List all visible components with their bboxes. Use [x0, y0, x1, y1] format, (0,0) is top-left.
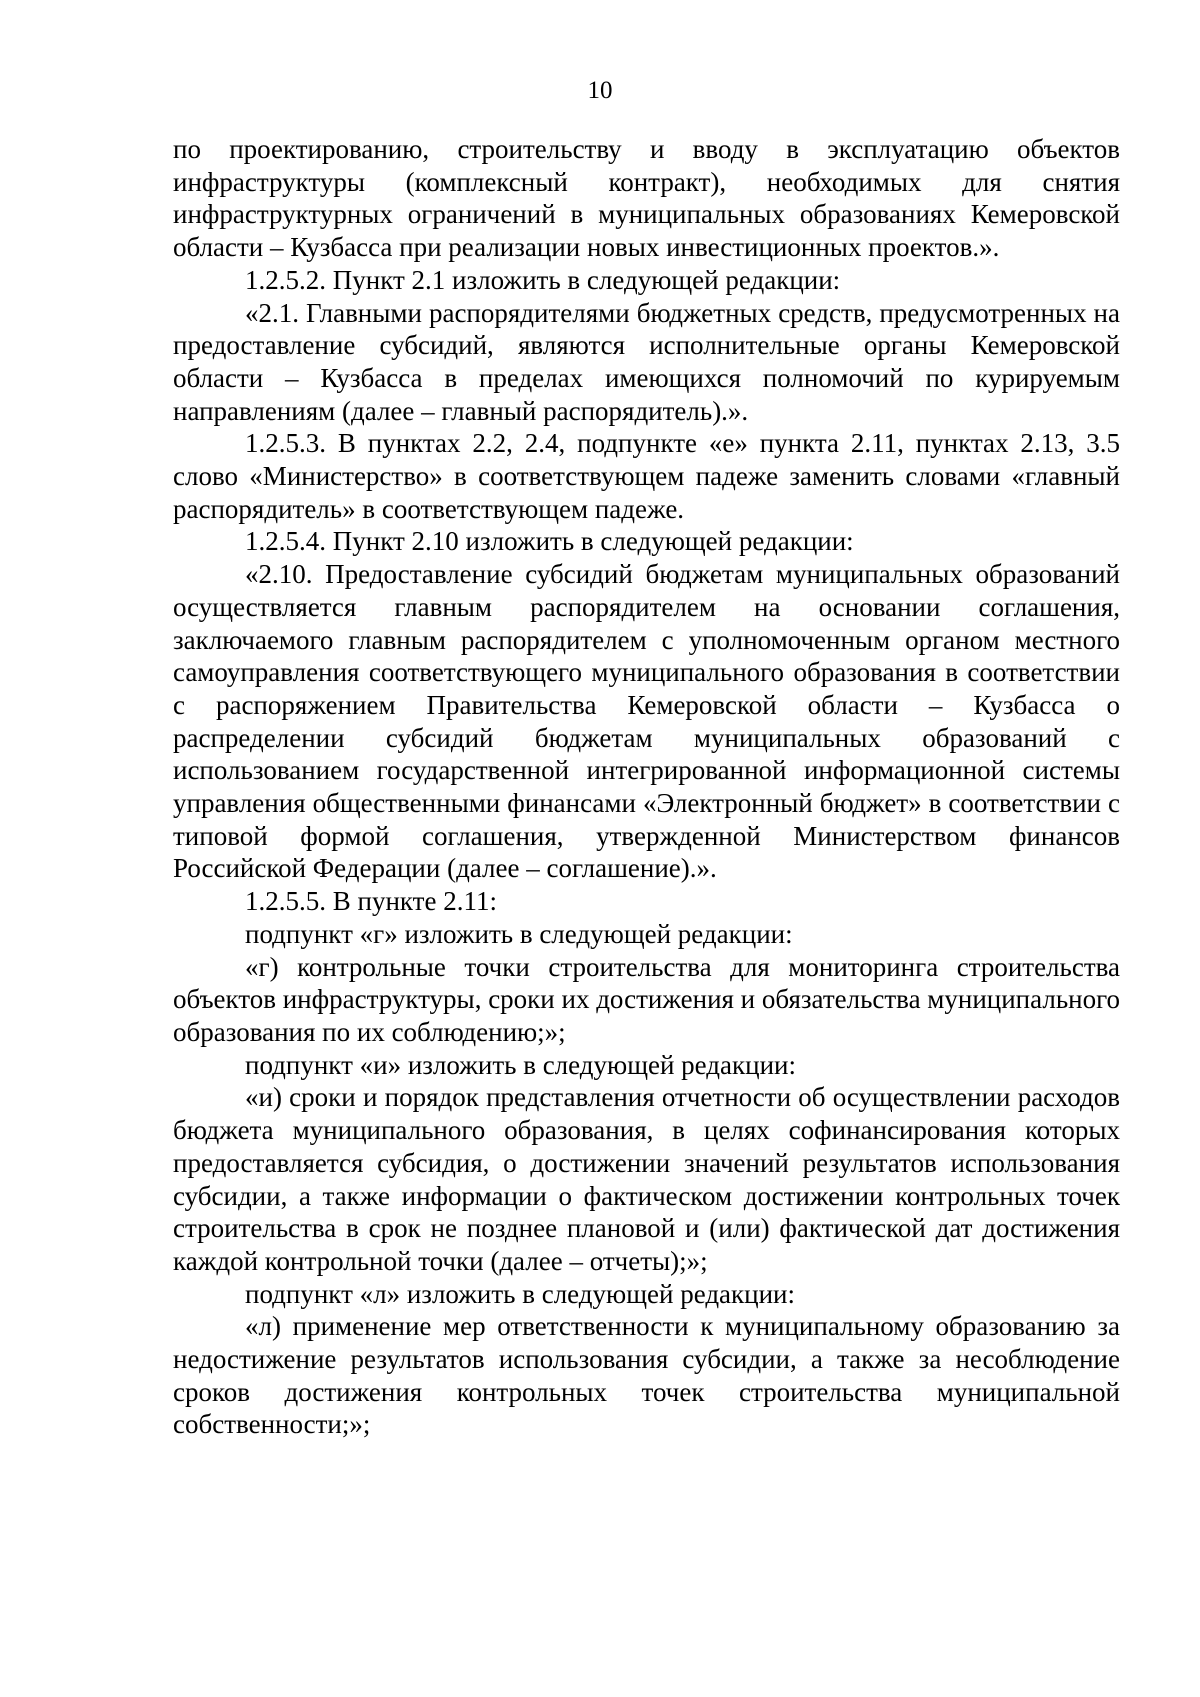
document-body — [173, 133, 1120, 1441]
paragraph-subitem-l: «л) применение мер ответственности к муниципальному образованию за недостижение результатов использования субсидии, а также за несоблюдение сроков достижения контрольных точек строительства муниципальной собственности;»; — [173, 1311, 1120, 1440]
paragraph-quote-2-10: «2.10. Предоставление субсидий бюджетам муниципальных образований осуществляется главным распорядителем на основании соглашения, заключаемого главным распорядителем с уполномоченным органом местного самоуправления соответствующего муниципального образования в соответствии с распоряжением Правительства Кемеровской области – Кузбасса о распределении субсидий бюджетам муниципальных образований с использованием государственной интегрированной информационной системы управления общественными финансами «Электронный бюджет» в соответствии с типовой формой соглашения, утвержденной Министерством финансов Российской Федерации (далее – соглашение).». — [173, 559, 1120, 884]
paragraph-item-1-2-5-5: 1.2.5.5. В пункте 2.11: — [245, 886, 497, 917]
page-number: 10 — [587, 77, 613, 104]
paragraph-subitem-i: «и) сроки и порядок представления отчетности об осуществлении расходов бюджета муниципального образования, в целях софинансирования которых предоставляется субсидия, о достижении значений результатов использования субсидии, а также информации о фактическом достижении контрольных точек строительства в срок не позднее плановой и (или) фактической дат достижения каждой контрольной точки (далее – отчеты);»; — [173, 1082, 1120, 1276]
paragraph-subitem-i-intro: подпункт «и» изложить в следующей редакции: — [245, 1049, 796, 1080]
paragraph-subitem-g-intro: подпункт «г» изложить в следующей редакции: — [245, 918, 793, 949]
paragraph-subitem-l-intro: подпункт «л» изложить в следующей редакции: — [245, 1278, 796, 1309]
paragraph-item-1-2-5-3: 1.2.5.3. В пунктах 2.2, 2.4, подпункте «е» пункта 2.11, пунктах 2.13, 3.5 слово «Министерство» в соответствующем падеже заменить словами «главный распорядитель» в соответствующем падеже. — [173, 428, 1120, 524]
paragraph-item-1-2-5-2: 1.2.5.2. Пункт 2.1 изложить в следующей редакции: — [245, 264, 841, 295]
paragraph-quote-2-1: «2.1. Главными распорядителями бюджетных средств, предусмотренных на предоставление субсидий, являются исполнительные органы Кемеровской области – Кузбасса в пределах имеющихся полномочий по курируемым направлениям (далее – главный распорядитель).». — [173, 297, 1120, 426]
paragraph-item-1-2-5-4: 1.2.5.4. Пункт 2.10 изложить в следующей редакции: — [245, 526, 854, 557]
paragraph-subitem-g: «г) контрольные точки строительства для мониторинга строительства объектов инфраструктуры, сроки их достижения и обязательства муниципального образования по их соблюдению;»; — [173, 951, 1120, 1047]
paragraph-continuation: по проектированию, строительству и вводу в эксплуатацию объектов инфраструктуры (комплексный контракт), необходимых для снятия инфраструктурных ограничений в муниципальных образованиях Кемеровской области – Кузбасса при реализации новых инвестиционных проектов.». — [173, 134, 1120, 263]
